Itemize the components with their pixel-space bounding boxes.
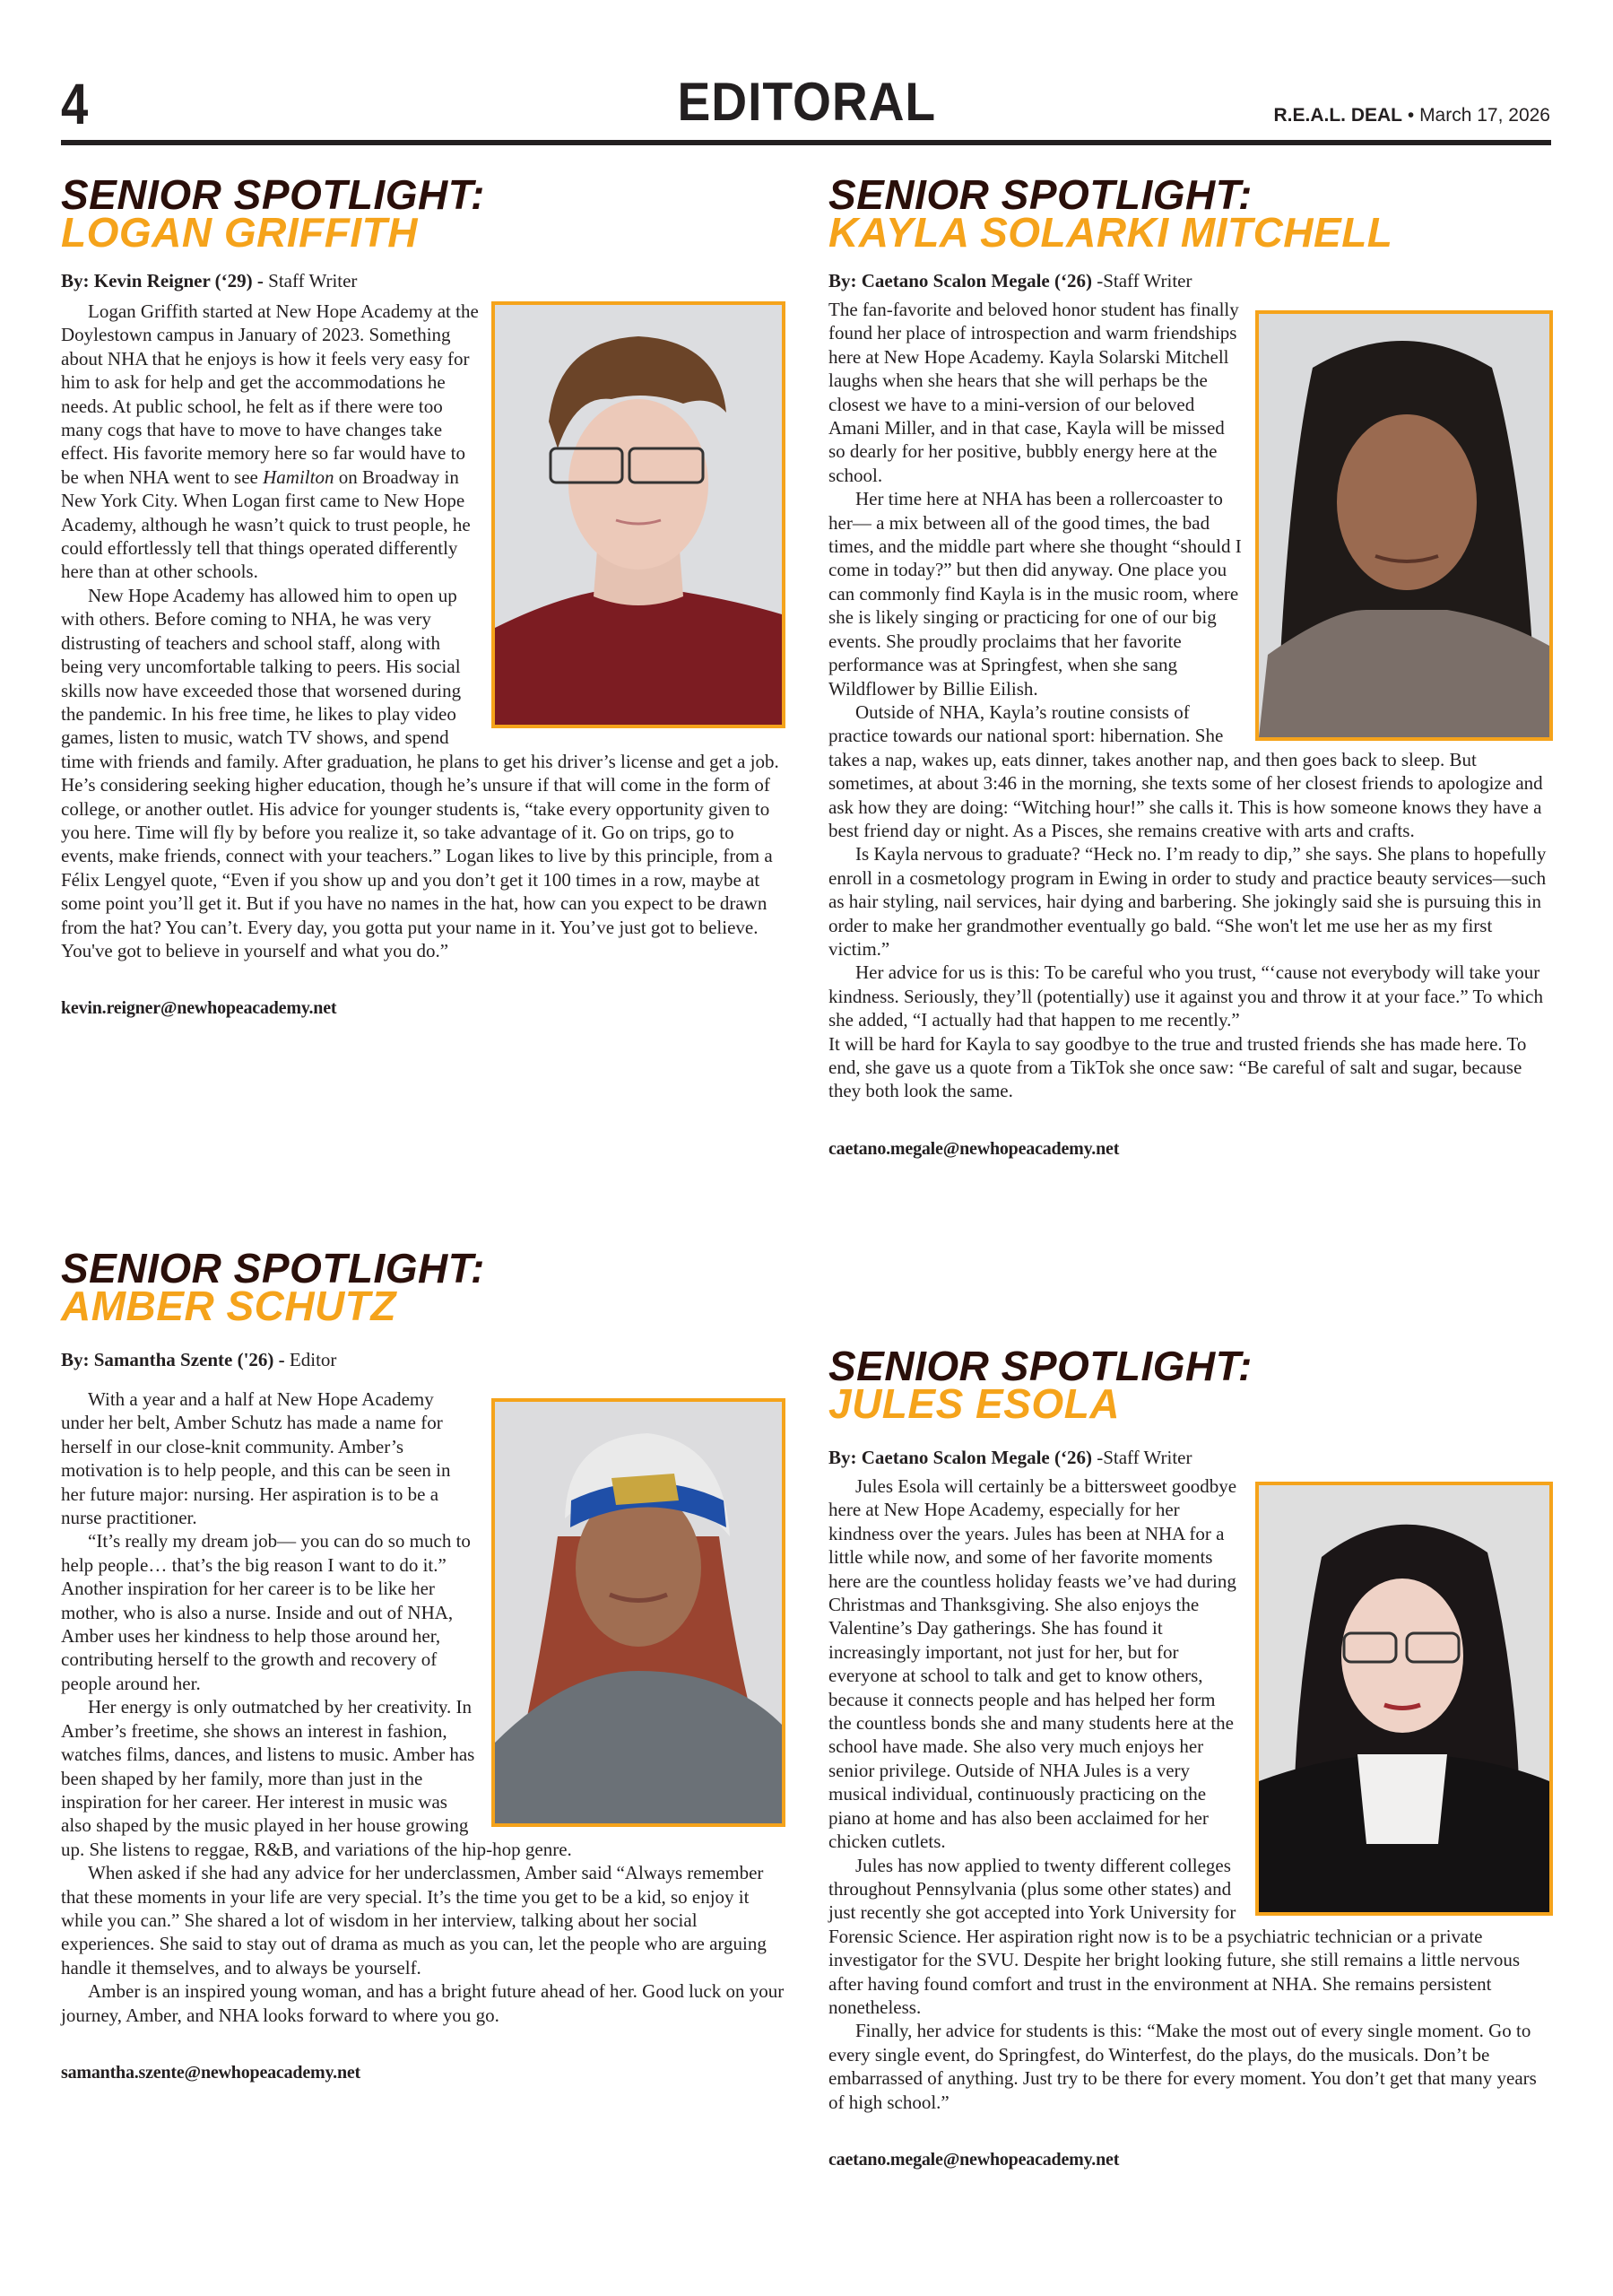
portrait-image	[495, 1402, 782, 1823]
byline-author: By: Samantha Szente ('26) -	[61, 1349, 290, 1370]
paragraph: Her advice for us is this: To be careful who you trust, “‘cause not everybody will take your kindness. Seriously, they’ll (potentially) use it against you and throw it at your face.” To which she added, “I actually had that happen to me recently.”	[828, 961, 1543, 1031]
headline-name: LOGAN GRIFFITH	[61, 209, 418, 256]
page-number: 4	[61, 72, 87, 136]
portrait-photo-jules	[1255, 1482, 1553, 1916]
byline	[828, 269, 1553, 292]
byline	[61, 1348, 785, 1371]
headline-name: JULES ESOLA	[828, 1380, 1121, 1427]
article-body	[828, 298, 1553, 1103]
paragraph-text: Logan Griffith started at New Hope Academy at the Doylestown campus in January of 2023. Something about NHA that he enjoys is how it feels very easy for him to ask for help and get the accommodations he needs. At public school, he felt as if there were too many cogs that have to move to have changes take effect. His favorite memory here so far would have to be when NHA went to see	[61, 300, 479, 488]
headline	[61, 1245, 785, 1329]
paragraph: With a year and a half at New Hope Academy under her belt, Amber Schutz has made a name for herself in our close-knit community. Amber’s motivation is to help people, and this can be seen in her future major: nursing. Her aspiration is to be a nurse practitioner.	[61, 1388, 451, 1529]
headline	[828, 1343, 1553, 1427]
headline	[61, 171, 785, 256]
article-kayla-solarki-mitchell	[828, 171, 1553, 1161]
paragraph: The fan-favorite and beloved honor student has finally found her place of introspection and warm friendships here at New Hope Academy. Kayla Solarski Mitchell laughs when she hears that she will perhaps be the closest we have to a mini-version of our beloved Amani Miller, and in that case, Kayla will be missed so dearly for her positive, bubbly energy here at the school.	[828, 299, 1239, 486]
author-email[interactable]: caetano.megale@newhopeacademy.net	[828, 2149, 1120, 2170]
headline-name: AMBER SCHUTZ	[61, 1283, 396, 1329]
author-email[interactable]: caetano.megale@newhopeacademy.net	[828, 1138, 1120, 1159]
paragraph: Her time here at NHA has been a rollercoaster to her— a mix between all of the good times, the bad times, and the middle part where she thought “should I come in today?” but then did anyway. One place you can commonly find Kayla is in the music room, where she is likely singing or practicing for one of our big events. She proudly proclaims that her favorite performance was at Springfest, when she sang Wildflower by Billie Eilish.	[828, 488, 1242, 700]
author-email[interactable]: samantha.szente@newhopeacademy.net	[61, 2062, 361, 2083]
headline-kicker: SENIOR SPOTLIGHT:	[61, 1245, 485, 1292]
publication-name: R.E.A.L. DEAL	[1273, 105, 1403, 126]
paragraph: Is Kayla nervous to graduate? “Heck no. I’m ready to dip,” she says. She plans to hopefully enroll in a cosmetology program in Ewing in order to study and practice beauty services—such as hair styling, nail services, hair dying and barbering. She jokingly said she is pursuing this in order to make her grandmother eventually go bald. “She won't let me use her as my first victim.”	[828, 843, 1547, 960]
byline-role: -Staff Writer	[1097, 1447, 1192, 1468]
article-jules-esola	[828, 1343, 1553, 2171]
headline-kicker: SENIOR SPOTLIGHT:	[61, 171, 485, 218]
portrait-image	[1259, 314, 1549, 737]
byline-author: By: Caetano Scalon Megale (‘26)	[828, 1447, 1097, 1468]
headline-name: KAYLA SOLARKI MITCHELL	[828, 209, 1393, 256]
portrait-photo-logan	[491, 301, 785, 728]
portrait-photo-amber	[491, 1398, 785, 1827]
paragraph: Jules has now applied to twenty different colleges throughout Pennsylvania (plus some other states) and just recently she got accepted into York University for Forensic Science. Her aspiration right now is to be a psychiatric technician or a private investigator for the SVU. Despite her bright looking future, she still remains a little nervous after having found comfort and trust in the environment at NHA. She remains persistent nonetheless.	[828, 1854, 1521, 2018]
byline-author: By: Kevin Reigner (‘29) -	[61, 270, 269, 291]
portrait-image	[495, 305, 782, 725]
byline-role: Staff Writer	[268, 270, 358, 291]
headline-kicker: SENIOR SPOTLIGHT:	[828, 171, 1253, 218]
headline	[828, 171, 1553, 256]
byline	[61, 269, 785, 292]
author-email[interactable]: kevin.reigner@newhopeacademy.net	[61, 998, 337, 1019]
article-body	[828, 1474, 1553, 2114]
byline-role: Editor	[289, 1349, 337, 1370]
italic-title: Hamilton	[263, 465, 334, 488]
paragraph-text: on Broadway in New York City. When Logan first came to New Hope Academy, although he wasn’t quick to trust people, he could effortlessly tell that things operated differently here than at other schools.	[61, 465, 471, 583]
paragraph: When asked if she had any advice for her underclassmen, Amber said “Always remember that these moments in your life are very special. It’s the time you get to be a kid, so enjoy it while you can.” She shared a lot of wisdom in her interview, talking about her social experiences. She said to stay out of drama as much as you can, let the people who are arguing handle it themselves, and to always be yourself.	[61, 1862, 767, 1979]
section-title-text: EDITORAL	[677, 72, 936, 132]
article-body	[61, 1387, 785, 2027]
paragraph: Her energy is only outmatched by her creativity. In Amber’s freetime, she shows an interest in fashion, watches films, dances, and listens to music. Amber has been shaped by her family, more than just in the inspiration for her career. Her interest in music was also shaped by the music played in her house growing up. She listens to reggae, R&B, and variations of the hip-hop genre.	[61, 1696, 572, 1860]
byline-author: By: Caetano Scalon Megale (‘26)	[828, 270, 1097, 291]
paragraph: Jules Esola will certainly be a bittersweet goodbye here at New Hope Academy, especially for her kindness over the years. Jules has been at NHA for a little while now, and some of her favorite moments here are the countless holiday feasts we’ve had during Christmas and Thanksgiving. She also enjoys the Valentine’s Day gatherings. She has found it increasingly important, not just for her, but for everyone at school to talk and get to know others, because it connects people and has helped her form the countless bonds she and many students here at the school have made. She also very much enjoys her senior privilege. Outside of NHA Jules is a very musical individual, continuously practicing on the piano at home and has also been acclaimed for her chicken cutlets.	[828, 1475, 1237, 1853]
portrait-image	[1259, 1485, 1549, 1912]
issue-date: March 17, 2026	[1419, 105, 1550, 126]
byline-role: -Staff Writer	[1097, 270, 1192, 291]
paragraph: New Hope Academy has allowed him to open up with others. Before coming to NHA, he was very distrusting of teachers and school staff, along with being very uncomfortable talking to peers. His social skills now have exceeded those that worsened during the pandemic. In his free time, he likes to play video games, listen to music, watch TV shows, and spend time with friends and family. After graduation, he plans to get his driver’s license and get a job. He’s considering seeking higher education, though he’s unsure if that will come in the form of college, or another outlet. His advice for younger students is, “take every opportunity given to you here. Time will fly by before you realize it, so take advantage of it. Go on trips, go to events, make friends, connect with your teachers.” Logan likes to live by this principle, from a Félix Lengyel quote, “Even if you show up and you don’t get it 100 times in a row, maybe at some point you’ll get it. But if you have no names in the hat, how can you expect to be drawn from the hat? You can’t. Every day, you gotta put your name in it. You’ve just got to believe. You've got to believe in yourself and what you do.”	[61, 584, 779, 961]
article-body	[61, 300, 785, 962]
folio	[1274, 104, 1551, 127]
folio-separator: •	[1407, 105, 1415, 126]
paragraph: “It’s really my dream job— you can do so much to help people… that’s the big reason I want to do it.” Another inspiration for her career is to be like her mother, who is also a nurse. Inside and out of NHA, Amber uses her kindness to help those around her, contributing herself to the growth and recovery of people around her.	[61, 1530, 471, 1694]
masthead-rule	[61, 140, 1551, 145]
paragraph: It will be hard for Kayla to say goodbye to the true and trusted friends she has made here. To end, she gave us a quote from a TikTok she once saw: “Be careful of salt and sugar, because they both look the same.	[828, 1032, 1527, 1102]
article-logan-griffith	[61, 171, 785, 1020]
article-amber-schutz	[61, 1245, 785, 2084]
paragraph: Finally, her advice for students is this: “Make the most out of every single moment. Go to every single event, do Springfest, do Winterfest, do the plays, do the musicals. Don’t be embarrassed of anything. Just try to be there for every moment. You don’t get that many years of high school.”	[828, 2020, 1537, 2113]
paragraph: Amber is an inspired young woman, and has a bright future ahead of her. Good luck on your journey, Amber, and NHA looks forward to where you go.	[61, 1980, 785, 2026]
byline	[828, 1446, 1553, 1469]
portrait-photo-kayla	[1255, 310, 1553, 741]
headline-kicker: SENIOR SPOTLIGHT:	[828, 1343, 1253, 1389]
paragraph: Outside of NHA, Kayla’s routine consists of practice towards our national sport: hibernation. She takes a nap, wakes up, eats dinner, takes another nap, and then goes back to sleep. But sometimes, at about 3:46 in the morning, she texts some of her closest friends to apologize and ask how they are doing: “Witching hour!” she calls it. This is how someone knows they have a best friend day or night. As a Pisces, she remains creative with arts and crafts.	[828, 700, 1543, 841]
